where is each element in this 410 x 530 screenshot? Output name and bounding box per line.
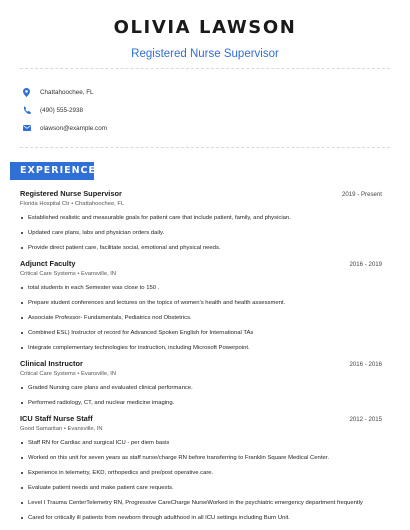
contact-location [22, 83, 107, 101]
job-bullet: Experience in telemetry, EKD, orthopedics and pre/post operative care. [20, 469, 382, 477]
job-employer: Florida Hospital Ctr • Chattahoochee, FL [20, 201, 125, 207]
job-title: Registered Nurse Supervisor [20, 189, 122, 198]
job-entry [20, 259, 382, 352]
job-title: Adjunct Faculty [20, 259, 76, 268]
job-bullets [20, 284, 382, 352]
email-icon [22, 124, 31, 133]
job-entry [20, 359, 382, 407]
contact-phone-text: (490) 555-2938 [40, 106, 84, 114]
job-title: ICU Staff Nurse Staff [20, 414, 93, 423]
job-bullet: Cared for critically ill patients from newborn through adulthood in all ICU settings including Burn Unit. [20, 514, 382, 522]
job-bullet: Staff RN for Cardiac and surgical ICU - per diem basis [20, 439, 382, 447]
job-employer: Critical Care Systems • Evansville, IN [20, 271, 117, 277]
job-bullet: Established realistic and measurable goals for patient care that include patient, family, and physician. [20, 214, 382, 222]
job-entry [20, 414, 382, 522]
job-bullet: Graded Nursing care plans and evaluated clinical performance. [20, 384, 382, 392]
contact-email-text: olawson@example.com [40, 124, 107, 132]
candidate-name: OLIVIA LAWSON [113, 17, 297, 38]
job-bullets [20, 439, 382, 522]
job-bullet: Provide direct patient care, facilitate social, emotional and physical needs. [20, 244, 382, 252]
experience-list [20, 189, 382, 529]
job-bullet: Worked on this unit for seven years as staff nurse/charge RN before transferring to Franklin Square Medical Center. [20, 454, 382, 462]
contact-list [22, 83, 107, 137]
job-employer: Critical Care Systems • Evansville, IN [20, 371, 117, 377]
job-bullets [20, 384, 382, 407]
job-bullet: Integrate complementary technologies for instruction, including Microsoft Powerpoint. [20, 344, 382, 352]
header-divider [20, 68, 390, 69]
phone-icon [22, 106, 31, 115]
contact-phone [22, 101, 107, 119]
job-employer: Good Samaritan • Evansville, IN [20, 426, 103, 432]
resume-header [0, 0, 410, 61]
job-bullet: Evaluate patient needs and make patient care requests. [20, 484, 382, 492]
job-dates: 2012 - 2015 [349, 416, 382, 423]
job-bullets [20, 214, 382, 252]
job-bullet: Associate Professor- Fundamentals, Pediatrics nod Obstetrics. [20, 314, 382, 322]
job-title: Clinical Instructor [20, 359, 83, 368]
job-bullet: Updated care plans, labs and physician orders daily. [20, 229, 382, 237]
candidate-title: Registered Nurse Supervisor [131, 48, 279, 60]
job-bullet: Prepare student conferences and lectures on the topics of women's health and health assessment. [20, 299, 382, 307]
contact-email [22, 119, 107, 137]
job-bullet: Combined ESL) Instructor of record for Advanced Spoken English for International TAs [20, 329, 382, 337]
job-bullet: Performed radiology, CT, and nuclear medicine imaging. [20, 399, 382, 407]
location-pin-icon [22, 88, 31, 97]
job-bullet: Level I Trauma CenterTelemetry RN, Progressive CareCharge NurseWorked in the psychiatric emergency department frequently [20, 499, 382, 507]
contact-divider [20, 147, 390, 148]
job-dates: 2016 - 2019 [349, 261, 382, 268]
contact-location-text: Chattahoochee, FL [40, 88, 94, 96]
job-dates: 2016 - 2016 [349, 361, 382, 368]
job-dates: 2019 - Present [342, 191, 382, 198]
job-bullet: total students in each Semester was close to 150 . [20, 284, 382, 292]
job-entry [20, 189, 382, 252]
experience-section-title: EXPERIENCE [10, 162, 94, 180]
